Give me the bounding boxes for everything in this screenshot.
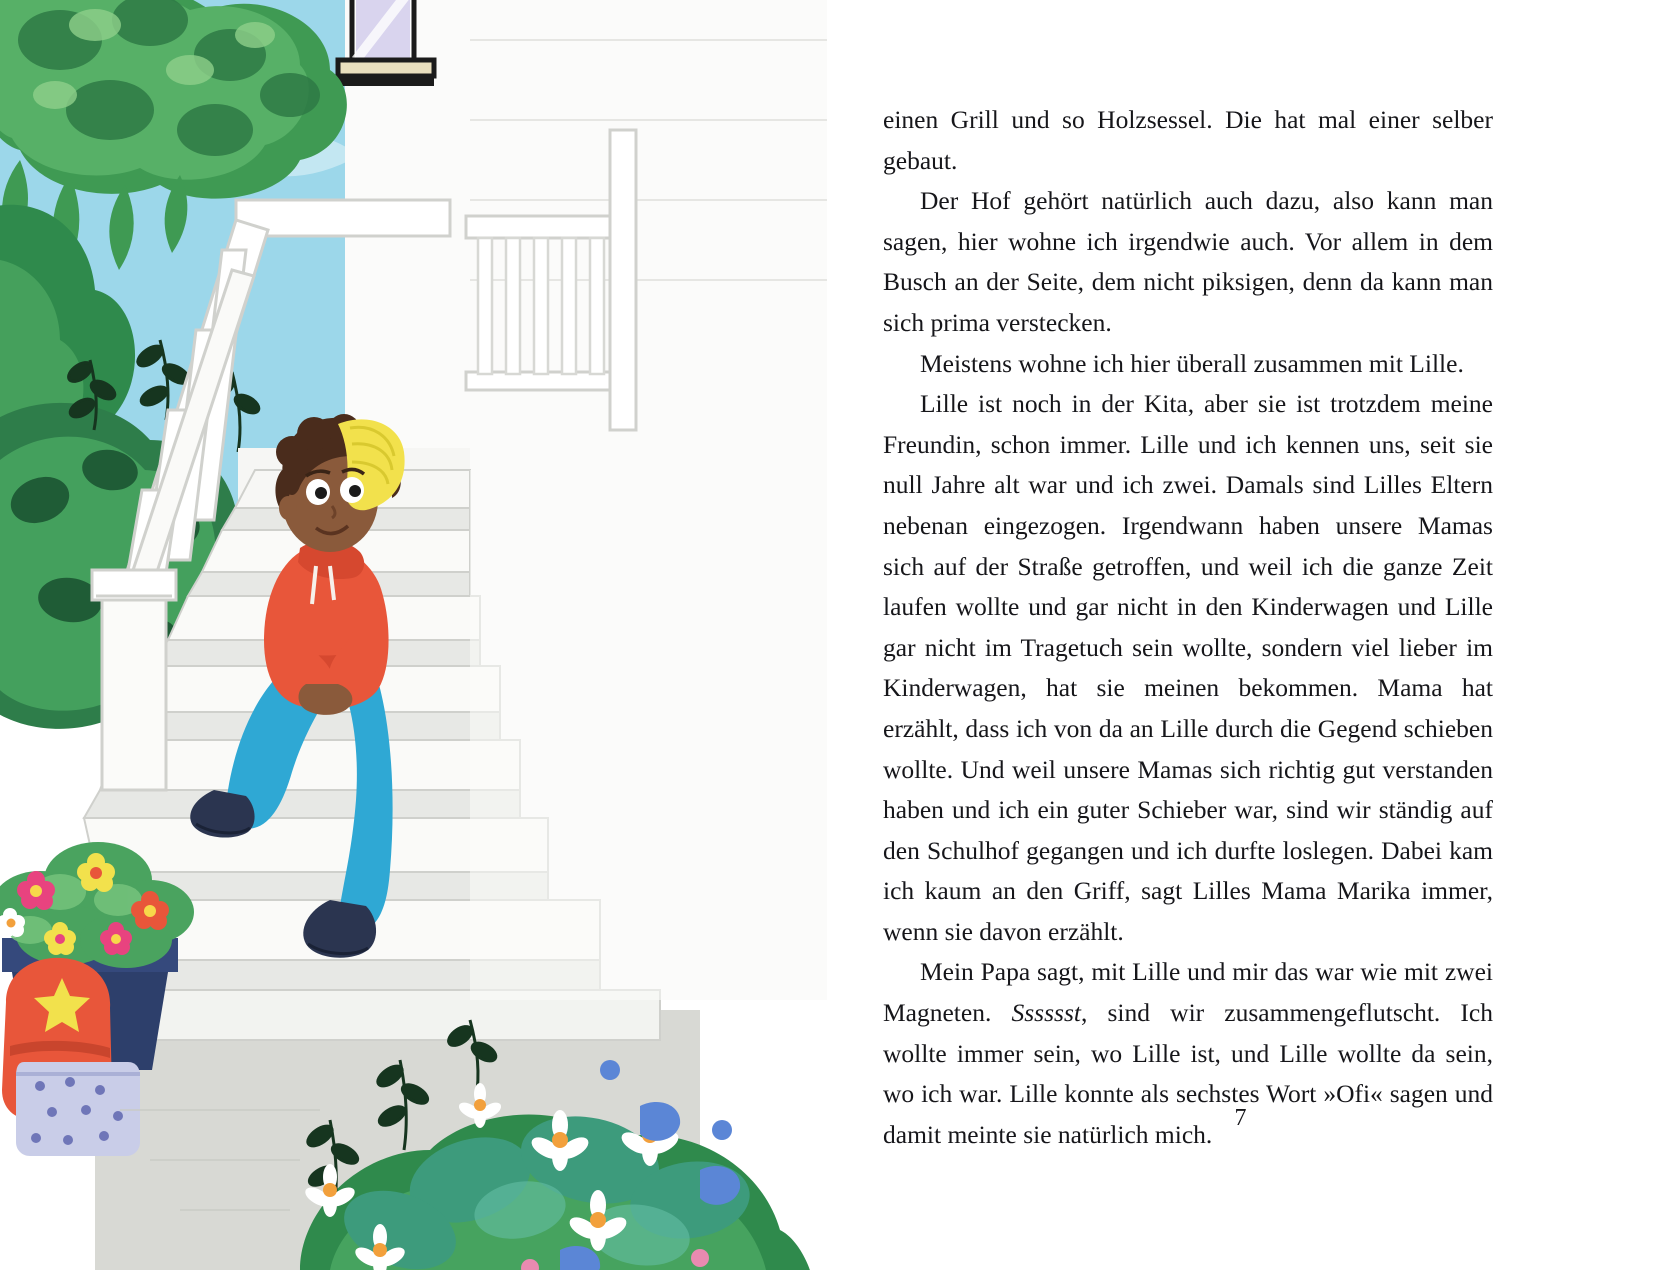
text-page [827,0,1654,1270]
paragraph-5-part-2: , sind wir zusammengeflutscht. Ich wollte immer sein, wo Lille ist, und Lille wollte da sein, wo ich war. Lille konnte als sechstes Wort »Ofi« sagen und damit meinte sie natürlich mich. [883,998,1493,1149]
body-text [883,100,1493,1155]
paragraph-5-part-1: Mein Papa sagt, mit Lille und mir das war wie mit zwei Magneten. [883,957,1493,1028]
paragraph-1: einen Grill und so Holzsessel. Die hat mal einer selber gebaut. [883,105,1493,175]
paragraph-3: Meistens wohne ich hier überall zusammen mit Lille. [919,348,1464,378]
paragraph-4: Lille ist noch in der Kita, aber sie ist trotzdem meine Freundin, schon immer. Lille und ich kennen uns, seit sie null Jahre alt war und ich zwei. Damals sind Lilles Eltern nebenan eingezogen. Irgendwann haben unsere Mamas sich auf der Straße getroffen, und weil ich die ganze Zeit laufen wollte und gar nicht in den Kinderwagen und Lille gar nicht im Tragetuch sein wollte, sondern viel lieber im Kinderwagen, hat sie meinen bekommen. Mama hat erzählt, dass ich von da an Lille durch die Gegend schieben wollte. Und weil unsere Mamas sich richtig gut verstanden haben und ich ein guter Schieber war, sind wir ständig auf den Schulhof gegangen und ich durfte loslegen. Dabei kam ich kaum an den Griff, sagt Lilles Mama Marika immer, wenn sie davon erzählt. [883,389,1493,946]
page-number: 7 [1234,1105,1247,1131]
hands [299,684,353,715]
paragraph-2: Der Hof gehört natürlich auch dazu, also kann man sagen, hier wohne ich irgendwie auch. Vor allem in dem Busch an der Seite, dem nicht piksigen, denn da kann man sich prima verstecken. [883,186,1493,337]
paragraph-5-italic: Sssssst [1011,998,1081,1028]
